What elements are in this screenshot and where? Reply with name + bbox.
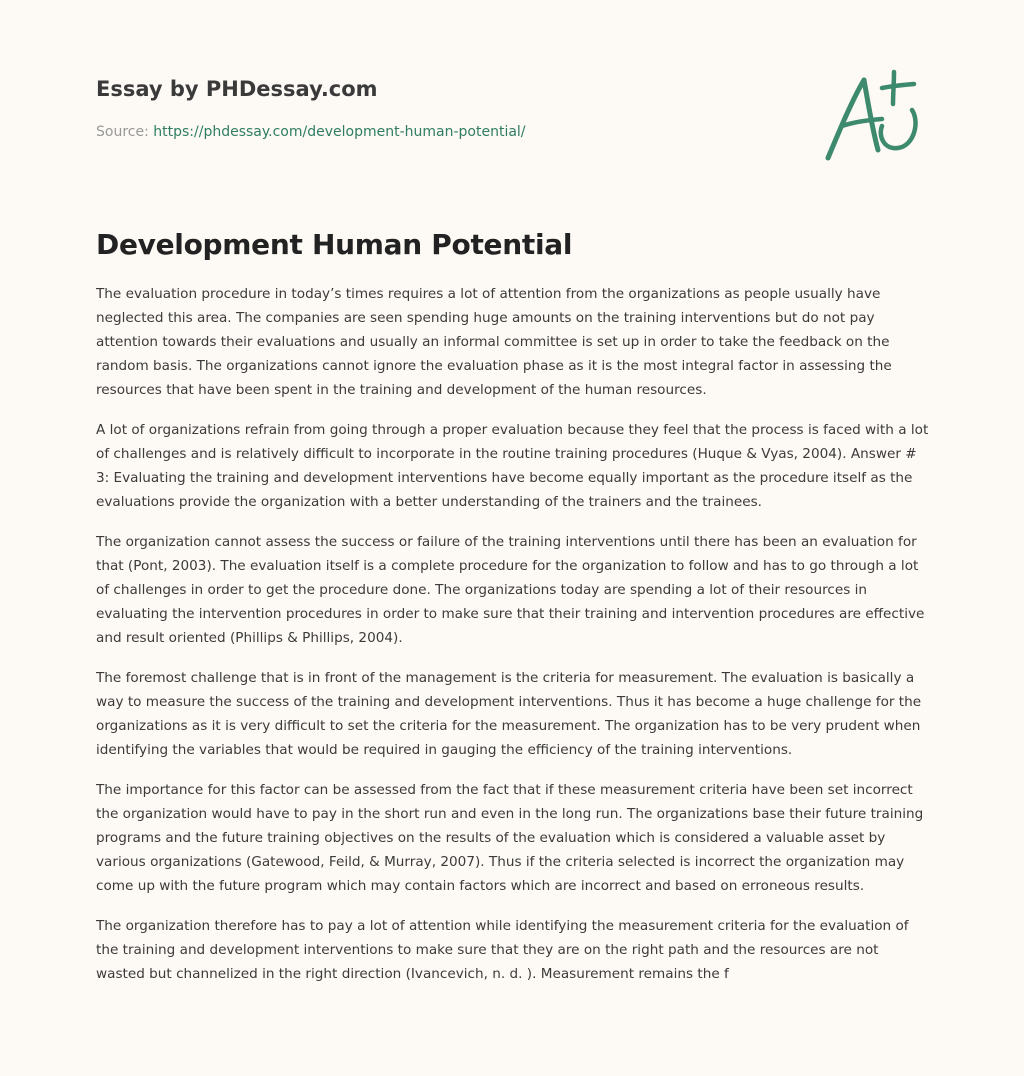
essay-paragraph: The foremost challenge that is in front of the management is the criteria for measurement. The evaluation is basically a way to measure the success of the training and development interventions. Thus it has become a huge challenge for the organizations as it is very difficult to set the criteria for the measurement. The organization has to be very prudent when identifying the variables that would be required in gauging the efficiency of the training interventions. [96, 670, 922, 758]
a-plus-logo-icon [818, 64, 930, 168]
essay-paragraph: The organization therefore has to pay a lot of attention while identifying the measurement criteria for the evaluation of the training and development interventions to make sure that they are on the right path and the resources are not wasted but channelized in the right direction (Ivancevich, n. d. ). Measurement remains the f [96, 918, 909, 982]
page-header [96, 74, 796, 142]
essay-paragraph: A lot of organizations refrain from going through a proper evaluation because they feel that the process is faced with a lot of challenges and is relatively difficult to incorporate in the routine training procedures (Huque & Vyas, 2004). Answer # 3: Evaluating the training and development interventions have become equally important as the procedure itself as the evaluations provide the organization with a better understanding of the trainers and the trainees. [96, 422, 929, 510]
essay-title: Development Human Potential [96, 228, 573, 261]
source-line [96, 122, 796, 142]
source-label: Source: [96, 124, 149, 140]
essay-article [96, 226, 930, 1002]
source-link[interactable]: https://phdessay.com/development-human-potential/ [153, 124, 526, 140]
essay-paragraph: The evaluation procedure in today’s times requires a lot of attention from the organizations as people usually have neglected this area. The companies are seen spending huge amounts on the training interventions but do not pay attention towards their evaluations and usually an informal committee is set up in order to take the feedback on the random basis. The organizations cannot ignore the evaluation phase as it is the most integral factor in assessing the resources that have been spent in the training and development of the human resources. [96, 286, 892, 398]
essay-paragraph: The organization cannot assess the success or failure of the training interventions until there has been an evaluation for that (Pont, 2003). The evaluation itself is a complete procedure for the organization to follow and has to go through a lot of challenges in order to get the procedure done. The organizations today are spending a lot of their resources in evaluating the intervention procedures in order to make sure that their training and intervention procedures are effective and result oriented (Phillips & Phillips, 2004). [96, 534, 925, 646]
site-title: Essay by PHDessay.com [96, 77, 378, 101]
essay-paragraph: The importance for this factor can be assessed from the fact that if these measurement criteria have been set incorrect the organization would have to pay in the short run and even in the long run. The organizations base their future training programs and the future training objectives on the results of the evaluation which is considered a valuable asset by various organizations (Gatewood, Feild, & Murray, 2007). Thus if the criteria selected is incorrect the organization may come up with the future program which may contain factors which are incorrect and based on erroneous results. [96, 782, 924, 894]
